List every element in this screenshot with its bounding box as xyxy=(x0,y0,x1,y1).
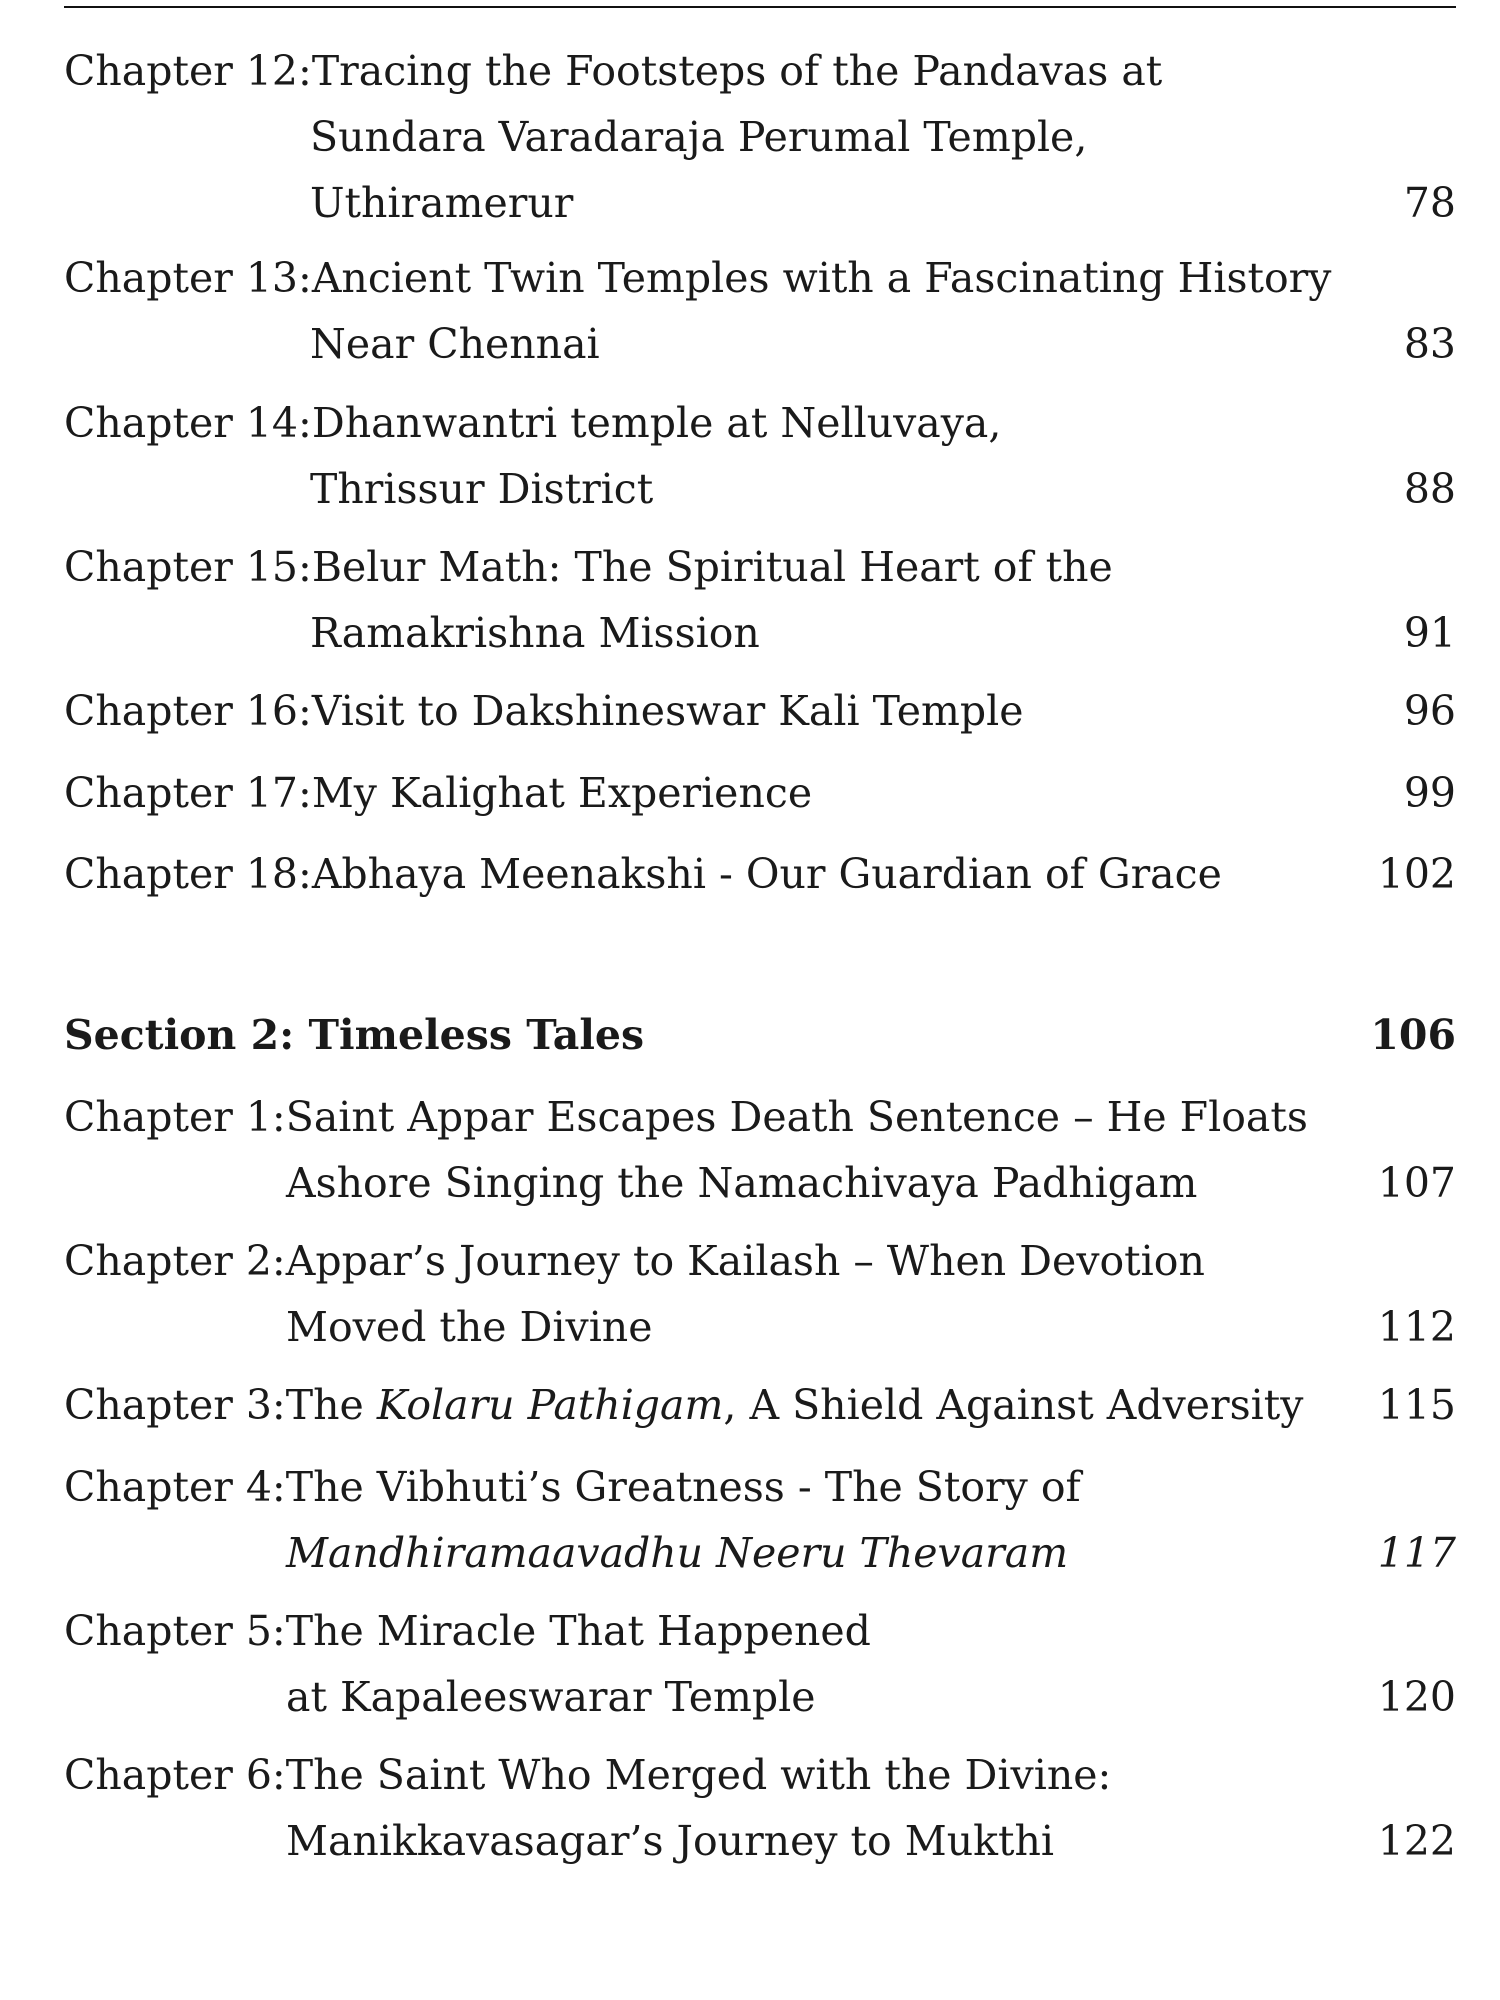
toc-entry-s2-chapter-4[interactable] xyxy=(64,1454,1456,1586)
chapter-label: Chapter 17: xyxy=(64,769,312,817)
chapter-title-line: Ramakrishna Mission xyxy=(310,609,760,657)
toc-entry-s2-chapter-5[interactable] xyxy=(64,1598,1456,1730)
page-number: 88 xyxy=(1403,465,1456,513)
toc-entry-chapter-18[interactable] xyxy=(64,841,1456,907)
toc-entry-s2-chapter-2[interactable] xyxy=(64,1228,1456,1360)
chapter-title-line: Dhanwantri temple at Nelluvaya, xyxy=(311,399,1002,447)
top-rule xyxy=(64,6,1456,8)
chapter-label: Chapter 6: xyxy=(64,1751,286,1799)
chapter-title-line: Moved the Divine xyxy=(286,1303,653,1351)
section-title: Section 2: Timeless Tales xyxy=(64,1011,645,1059)
page-number: 120 xyxy=(1377,1673,1456,1721)
chapter-title-line: at Kapaleeswarar Temple xyxy=(286,1673,816,1721)
toc-section-2[interactable] xyxy=(64,1002,1456,1068)
chapter-label: Chapter 18: xyxy=(64,850,312,898)
chapter-label: Chapter 1: xyxy=(64,1093,286,1141)
toc-entry-chapter-14[interactable] xyxy=(64,390,1456,522)
chapter-title-line: Abhaya Meenakshi - Our Guardian of Grace xyxy=(311,850,1222,898)
chapter-label: Chapter 4: xyxy=(64,1463,286,1511)
chapter-title-italic: Kolaru Pathigam xyxy=(376,1381,724,1429)
chapter-label: Chapter 16: xyxy=(64,687,312,735)
chapter-title-line: Ashore Singing the Namachivaya Padhigam xyxy=(286,1159,1198,1207)
toc-entry-chapter-12[interactable] xyxy=(64,38,1456,236)
section-page-number: 106 xyxy=(1370,1011,1456,1059)
chapter-title-line: Manikkavasagar’s Journey to Mukthi xyxy=(286,1817,1054,1865)
page-number: 107 xyxy=(1377,1159,1456,1207)
chapter-title-line: Belur Math: The Spiritual Heart of the xyxy=(311,543,1113,591)
chapter-label: Chapter 2: xyxy=(64,1237,286,1285)
chapter-title-line: Appar’s Journey to Kailash – When Devotion xyxy=(285,1237,1205,1285)
toc-entry-chapter-13[interactable] xyxy=(64,245,1456,377)
toc-entry-chapter-16[interactable] xyxy=(64,678,1456,744)
toc-entry-s2-chapter-1[interactable] xyxy=(64,1084,1456,1216)
page-number: 117 xyxy=(1377,1529,1456,1577)
chapter-title-line: The Vibhuti’s Greatness - The Story of xyxy=(285,1463,1081,1511)
chapter-title-line: Visit to Dakshineswar Kali Temple xyxy=(311,687,1024,735)
page-number: 122 xyxy=(1377,1817,1456,1865)
page-number: 78 xyxy=(1403,179,1456,227)
page-number: 96 xyxy=(1403,687,1456,735)
chapter-label: Chapter 15: xyxy=(64,543,312,591)
toc-entry-s2-chapter-6[interactable] xyxy=(64,1742,1456,1874)
page-number: 115 xyxy=(1377,1381,1456,1429)
chapter-title-line: Saint Appar Escapes Death Sentence – He Floats xyxy=(285,1093,1308,1141)
chapter-title-part: , A Shield Against Adversity xyxy=(723,1381,1304,1429)
page-number: 99 xyxy=(1403,769,1456,817)
chapter-title-line: Uthiramerur xyxy=(310,179,574,227)
chapter-label: Chapter 5: xyxy=(64,1607,286,1655)
chapter-label: Chapter 14: xyxy=(64,399,312,447)
chapter-label: Chapter 3: xyxy=(64,1381,286,1429)
chapter-title-part: The xyxy=(285,1381,377,1429)
chapter-title-italic: Mandhiramaavadhu Neeru Thevaram xyxy=(286,1529,1069,1577)
toc-entry-chapter-17[interactable] xyxy=(64,760,1456,826)
page-number: 91 xyxy=(1403,609,1456,657)
chapter-title-line: Near Chennai xyxy=(310,320,600,368)
page-number: 83 xyxy=(1403,320,1456,368)
chapter-title-line: Sundara Varadaraja Perumal Temple, xyxy=(310,113,1088,161)
chapter-title-line: Tracing the Footsteps of the Pandavas at xyxy=(311,47,1163,95)
page-number: 102 xyxy=(1377,850,1456,898)
chapter-label: Chapter 13: xyxy=(64,254,312,302)
chapter-title-line: Thrissur District xyxy=(310,465,654,513)
chapter-label: Chapter 12: xyxy=(64,47,312,95)
page-number: 112 xyxy=(1377,1303,1456,1351)
chapter-title-line: Ancient Twin Temples with a Fascinating History xyxy=(311,254,1332,302)
chapter-title-line: The Miracle That Happened xyxy=(285,1607,871,1655)
toc-entry-chapter-15[interactable] xyxy=(64,534,1456,666)
chapter-title-line: The Saint Who Merged with the Divine: xyxy=(285,1751,1112,1799)
toc-entry-s2-chapter-3[interactable] xyxy=(64,1372,1456,1438)
chapter-title-line: My Kalighat Experience xyxy=(311,769,813,817)
